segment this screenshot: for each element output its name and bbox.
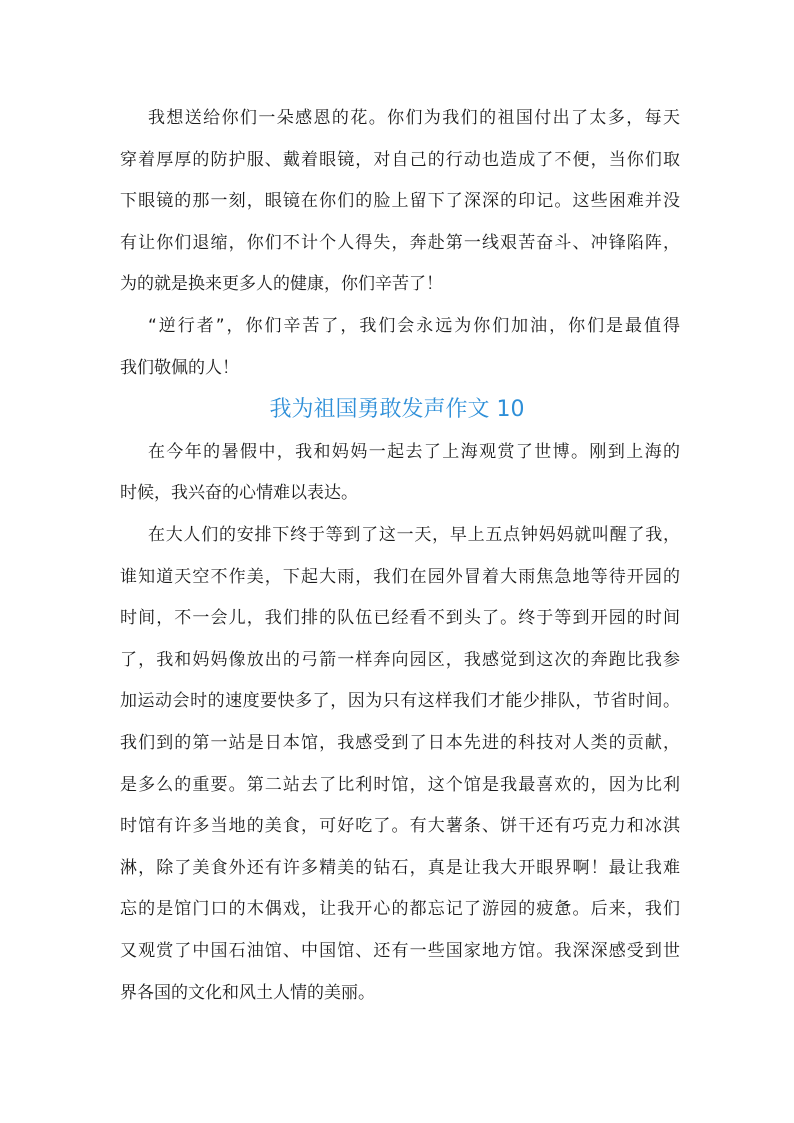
text-line: 淋，除了美食外还有许多精美的钻石，真是让我大开眼界啊！最让我难 xyxy=(120,858,680,878)
text-line: 是多么的重要。第二站去了比利时馆，这个馆是我最喜欢的，因为比利 xyxy=(120,775,680,795)
text-line: 在大人们的安排下终于等到了这一天，早上五点钟妈妈就叫醒了我， xyxy=(148,525,680,545)
text-line: 界各国的文化和风土人情的美丽。 xyxy=(120,983,375,1003)
text-line: 我们敬佩的人！ xyxy=(120,358,239,378)
text-line: 我们到的第一站是日本馆，我感受到了日本先进的科技对人类的贡献， xyxy=(120,733,680,753)
text-line: 我想送给你们一朵感恩的花。你们为我们的祖国付出了太多，每天 xyxy=(148,108,680,128)
text-line: 有让你们退缩，你们不计个人得失，奔赴第一线艰苦奋斗、冲锋陷阵， xyxy=(120,233,680,253)
text-line: 又观赏了中国石油馆、中国馆、还有一些国家地方馆。我深深感受到世 xyxy=(120,941,680,961)
text-line: 在今年的暑假中，我和妈妈一起去了上海观赏了世博。刚到上海的 xyxy=(148,442,680,462)
text-line: 时候，我兴奋的心情难以表达。 xyxy=(120,483,358,503)
text-line: “逆行者”，你们辛苦了，我们会永远为你们加油，你们是最值得 xyxy=(148,316,680,336)
text-line: 时间，不一会儿，我们排的队伍已经看不到头了。终于等到开园的时间 xyxy=(120,608,680,628)
text-line: 穿着厚厚的防护服、戴着眼镜，对自己的行动也造成了不便，当你们取 xyxy=(120,150,680,170)
section-heading: 我为祖国勇敢发声作文 10 xyxy=(269,397,525,422)
text-line: 忘的是馆门口的木偶戏，让我开心的都忘记了游园的疲惫。后来，我们 xyxy=(120,899,680,919)
text-line: 加运动会时的速度要快多了，因为只有这样我们才能少排队，节省时间。 xyxy=(120,691,680,711)
text-line: 了，我和妈妈像放出的弓箭一样奔向园区，我感觉到这次的奔跑比我参 xyxy=(120,650,680,670)
text-line: 时馆有许多当地的美食，可好吃了。有大薯条、饼干还有巧克力和冰淇 xyxy=(120,816,680,836)
text-line: 谁知道天空不作美，下起大雨，我们在园外冒着大雨焦急地等待开园的 xyxy=(120,567,680,587)
text-line: 为的就是换来更多人的健康，你们辛苦了！ xyxy=(120,274,443,294)
text-line: 下眼镜的那一刻，眼镜在你们的脸上留下了深深的印记。这些困难并没 xyxy=(120,191,680,211)
